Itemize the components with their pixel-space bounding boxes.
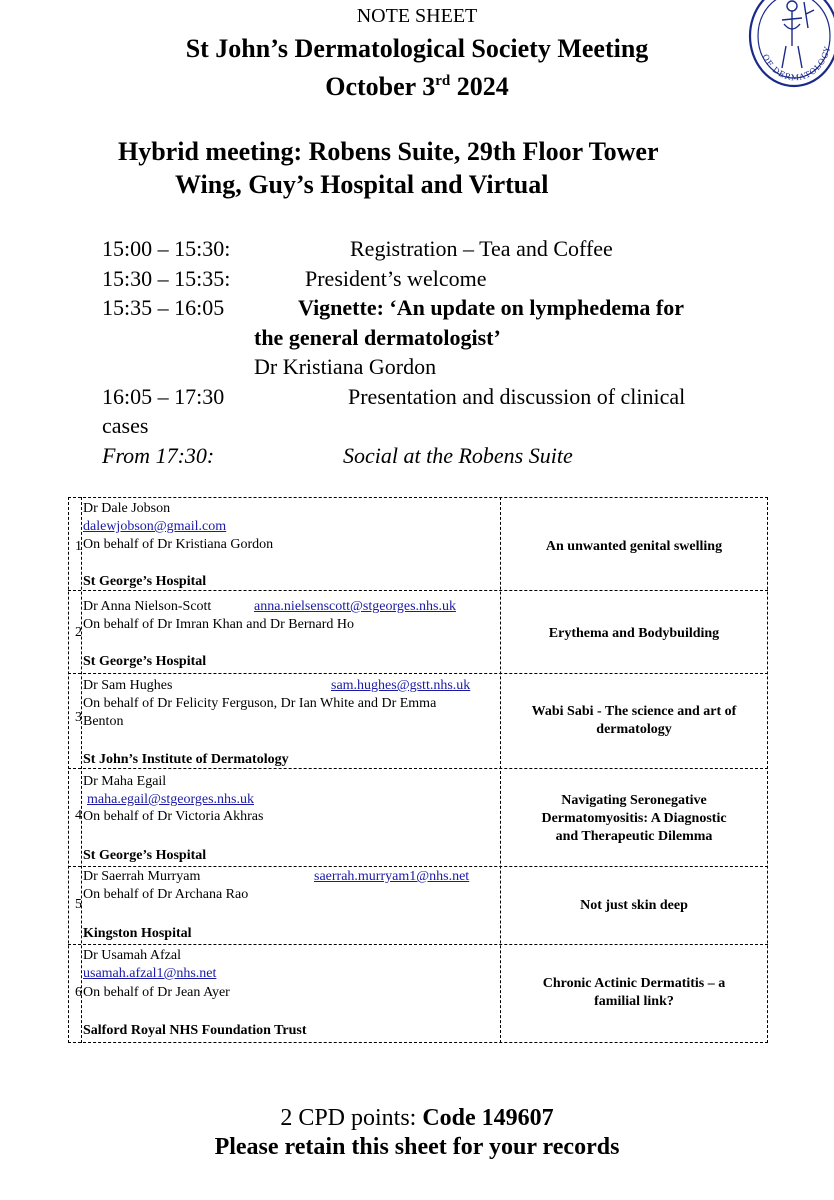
case-title-line: Chronic Actinic Dermatitis – a (542, 976, 726, 991)
meeting-date (0, 72, 834, 102)
case-title (500, 625, 768, 643)
case-title-line: Erythema and Bodybuilding (548, 626, 720, 641)
society-title: St John’s Dermatological Society Meeting (185, 34, 649, 63)
cpd-points (0, 1105, 834, 1132)
schedule-time-3: 15:35 – 16:05 (102, 295, 225, 320)
case-number: 3 (75, 710, 82, 725)
case-number: 4 (75, 808, 82, 823)
case-hospital: Kingston Hospital (83, 926, 192, 941)
schedule-time-1: 15:00 – 15:30: (102, 236, 231, 261)
case-title-line: dermatology (596, 722, 672, 737)
case-email-link[interactable]: sam.hughes@gstt.nhs.uk (331, 678, 471, 693)
case-hospital: St George’s Hospital (83, 654, 207, 669)
case-behalf: Benton (83, 714, 124, 729)
schedule-time-5: From 17:30: (102, 443, 215, 468)
case-title-line: and Therapeutic Dilemma (555, 829, 713, 844)
case-presenter: Dr Usamah Afzal (83, 948, 181, 963)
case-number: 6 (75, 985, 82, 1000)
case-number: 2 (75, 625, 82, 640)
row-divider (68, 944, 768, 945)
case-title-line: Wabi Sabi - The science and art of (531, 704, 737, 719)
case-title-line: Navigating Seronegative (561, 793, 707, 808)
case-title (500, 703, 768, 739)
schedule-time-2: 15:30 – 15:35: (102, 266, 231, 291)
number-column-divider (81, 497, 82, 1043)
society-seal-logo (742, 0, 834, 90)
case-presenter: Dr Sam Hughes (83, 678, 173, 693)
schedule-item-3-line1: Vignette: ‘An update on lymphedema for (298, 295, 684, 320)
case-title (500, 975, 768, 1011)
retain-notice: Please retain this sheet for your records (214, 1134, 620, 1160)
schedule-item-4-line1: Presentation and discussion of clinical (348, 384, 686, 409)
note-sheet-label: NOTE SHEET (356, 5, 478, 27)
case-behalf: On behalf of Dr Jean Ayer (83, 985, 230, 1000)
venue-line-1: Hybrid meeting: Robens Suite, 29th Floor Tower (118, 137, 659, 166)
case-email-link[interactable]: dalewjobson@gmail.com (83, 519, 227, 534)
case-email-link[interactable]: maha.egail@stgeorges.nhs.uk (87, 792, 254, 807)
cpd-code: Code 149607 (422, 1105, 554, 1131)
case-title-line: familial link? (594, 994, 674, 1009)
case-behalf: On behalf of Dr Felicity Ferguson, Dr Ian White and Dr Emma (83, 696, 437, 711)
case-title-line: An unwanted genital swelling (545, 539, 723, 554)
case-title (500, 897, 768, 915)
case-presenter: Dr Anna Nielson-Scott (83, 599, 212, 614)
case-behalf: On behalf of Dr Imran Khan and Dr Bernard Ho (83, 617, 354, 632)
case-email-link[interactable]: saerrah.murryam1@nhs.net (314, 869, 470, 884)
case-presenter: Dr Dale Jobson (83, 501, 171, 516)
case-title-line: Not just skin deep (580, 898, 688, 913)
title-column-divider (500, 497, 501, 1043)
cpd-prefix: 2 CPD points: (280, 1105, 423, 1131)
case-hospital: St George’s Hospital (83, 574, 207, 589)
case-number: 5 (75, 897, 82, 912)
case-hospital: St George’s Hospital (83, 848, 207, 863)
svg-text:OF DERMATOLOGY (760, 45, 832, 82)
schedule-item-4-line2: cases (102, 413, 149, 438)
schedule-time-4: 16:05 – 17:30 (102, 384, 225, 409)
row-divider (68, 866, 768, 867)
venue-line-2: Wing, Guy’s Hospital and Virtual (175, 170, 549, 199)
date-prefix: October 3 (325, 72, 436, 101)
cases-table (68, 497, 768, 1043)
case-title (500, 538, 768, 556)
schedule-item-5: Social at the Robens Suite (343, 443, 573, 468)
case-behalf: On behalf of Dr Kristiana Gordon (83, 537, 274, 552)
date-superscript: rd (435, 73, 451, 89)
row-divider (68, 673, 768, 674)
case-title (500, 792, 768, 846)
case-email-link[interactable]: usamah.afzal1@nhs.net (83, 966, 217, 981)
case-hospital: Salford Royal NHS Foundation Trust (83, 1023, 307, 1038)
case-number: 1 (75, 539, 82, 554)
schedule-item-3-line2: the general dermatologist’ (254, 325, 501, 350)
case-email-link[interactable]: anna.nielsenscott@stgeorges.nhs.uk (254, 599, 456, 614)
date-suffix: 2024 (450, 72, 509, 101)
seal-ring-text: OF DERMATOLOGY (760, 44, 833, 83)
case-title-line: Dermatomyositis: A Diagnostic (541, 811, 727, 826)
schedule-item-2: President’s welcome (305, 266, 487, 291)
case-presenter: Dr Saerrah Murryam (83, 869, 201, 884)
case-behalf: On behalf of Dr Archana Rao (83, 887, 249, 902)
schedule-item-1: Registration – Tea and Coffee (350, 236, 613, 261)
case-hospital: St John’s Institute of Dermatology (83, 752, 289, 767)
schedule-speaker-3: Dr Kristiana Gordon (254, 354, 437, 379)
case-behalf: On behalf of Dr Victoria Akhras (83, 809, 264, 824)
case-presenter: Dr Maha Egail (83, 774, 167, 789)
